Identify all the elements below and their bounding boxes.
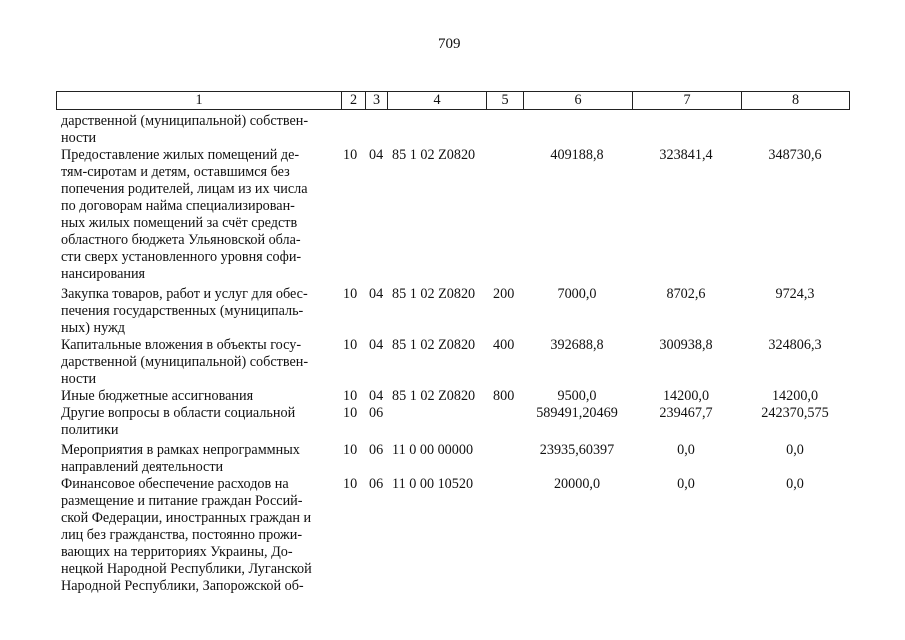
amount-col-8: 9724,3 bbox=[775, 286, 815, 302]
amount-col-6: 9500,0 bbox=[557, 388, 597, 404]
target-article-code: 85 1 02 Z0820 bbox=[392, 286, 476, 302]
expense-type-code: 200 bbox=[493, 286, 515, 302]
row-description bbox=[61, 405, 333, 439]
header-col-5: 5 bbox=[487, 92, 524, 109]
description-line: политики bbox=[61, 422, 119, 438]
amount-col-8: 14200,0 bbox=[771, 388, 819, 404]
subsection-code: 06 bbox=[369, 442, 384, 458]
header-col-6: 6 bbox=[524, 92, 633, 109]
description-line: дарственной (муниципальной) собствен- bbox=[61, 354, 309, 370]
description-line: Народной Республики, Запорожской об- bbox=[61, 578, 304, 594]
row-description bbox=[61, 476, 333, 595]
target-article-code: 11 0 00 10520 bbox=[392, 476, 474, 492]
expense-type-code: 800 bbox=[493, 388, 515, 404]
row-description bbox=[61, 113, 333, 147]
amount-col-7: 0,0 bbox=[677, 476, 695, 492]
description-line: Мероприятия в рамках непрограммных bbox=[61, 442, 300, 458]
description-line: тям-сиротам и детям, оставшимся без bbox=[61, 164, 290, 180]
section-code: 10 bbox=[343, 405, 358, 421]
description-line: печения государственных (муниципаль- bbox=[61, 303, 304, 319]
subsection-code: 04 bbox=[369, 286, 384, 302]
description-line: вающих на территориях Украины, До- bbox=[61, 544, 293, 560]
amount-col-7: 0,0 bbox=[677, 442, 695, 458]
amount-col-6: 409188,8 bbox=[550, 147, 604, 163]
amount-col-7: 14200,0 bbox=[662, 388, 710, 404]
description-line: дарственной (муниципальной) собствен- bbox=[61, 113, 309, 129]
amount-col-8: 0,0 bbox=[786, 476, 804, 492]
section-code: 10 bbox=[343, 442, 358, 458]
section-code: 10 bbox=[343, 476, 358, 492]
description-line: попечения родителей, лицам из их числа bbox=[61, 181, 308, 197]
description-line: нансирования bbox=[61, 266, 146, 282]
amount-col-8: 242370,575 bbox=[761, 405, 829, 421]
header-col-7: 7 bbox=[633, 92, 742, 109]
section-code: 10 bbox=[343, 147, 358, 163]
section-code: 10 bbox=[343, 388, 358, 404]
expense-type-code: 400 bbox=[493, 337, 515, 353]
description-line: Капитальные вложения в объекты госу- bbox=[61, 337, 302, 353]
amount-col-7: 300938,8 bbox=[659, 337, 713, 353]
section-code: 10 bbox=[343, 286, 358, 302]
description-line: Закупка товаров, работ и услуг для обес- bbox=[61, 286, 308, 302]
section-code: 10 bbox=[343, 337, 358, 353]
subsection-code: 04 bbox=[369, 388, 384, 404]
header-col-4: 4 bbox=[388, 92, 487, 109]
subsection-code: 06 bbox=[369, 405, 384, 421]
description-line: лиц без гражданства, постоянно прожи- bbox=[61, 527, 303, 543]
amount-col-8: 0,0 bbox=[786, 442, 804, 458]
description-line: Иные бюджетные ассигнования bbox=[61, 388, 254, 404]
target-article-code: 11 0 00 00000 bbox=[392, 442, 474, 458]
amount-col-7: 323841,4 bbox=[659, 147, 713, 163]
row-description bbox=[61, 337, 333, 388]
amount-col-6: 589491,20469 bbox=[536, 405, 618, 421]
description-line: ности bbox=[61, 130, 97, 146]
amount-col-7: 8702,6 bbox=[666, 286, 706, 302]
amount-col-6: 20000,0 bbox=[553, 476, 601, 492]
description-line: областного бюджета Ульяновской обла- bbox=[61, 232, 301, 248]
description-line: направлений деятельности bbox=[61, 459, 224, 475]
description-line: сти сверх установленного уровня софи- bbox=[61, 249, 302, 265]
amount-col-6: 392688,8 bbox=[550, 337, 604, 353]
description-line: ской Федерации, иностранных граждан и bbox=[61, 510, 312, 526]
description-line: Финансовое обеспечение расходов на bbox=[61, 476, 289, 492]
page-number: 709 bbox=[438, 36, 461, 52]
row-description bbox=[61, 147, 333, 283]
description-line: нецкой Народной Республики, Луганской bbox=[61, 561, 312, 577]
amount-col-6: 7000,0 bbox=[557, 286, 597, 302]
row-description bbox=[61, 442, 333, 476]
target-article-code: 85 1 02 Z0820 bbox=[392, 337, 476, 353]
amount-col-7: 239467,7 bbox=[659, 405, 713, 421]
target-article-code: 85 1 02 Z0820 bbox=[392, 388, 476, 404]
header-col-2: 2 bbox=[342, 92, 366, 109]
description-line: ных жилых помещений за счёт средств bbox=[61, 215, 298, 231]
amount-col-8: 324806,3 bbox=[768, 337, 822, 353]
row-description bbox=[61, 286, 333, 337]
description-line: ных) нужд bbox=[61, 320, 126, 336]
description-line: по договорам найма специализирован- bbox=[61, 198, 295, 214]
description-line: Предоставление жилых помещений де- bbox=[61, 147, 300, 163]
header-col-1: 1 bbox=[57, 92, 342, 109]
description-line: ности bbox=[61, 371, 97, 387]
description-line: Другие вопросы в области социальной bbox=[61, 405, 296, 421]
subsection-code: 06 bbox=[369, 476, 384, 492]
row-description bbox=[61, 388, 333, 405]
amount-col-8: 348730,6 bbox=[768, 147, 822, 163]
description-line: размещение и питание граждан Россий- bbox=[61, 493, 303, 509]
header-col-8: 8 bbox=[791, 92, 800, 108]
subsection-code: 04 bbox=[369, 337, 384, 353]
amount-col-6: 23935,60397 bbox=[539, 442, 615, 458]
target-article-code: 85 1 02 Z0820 bbox=[392, 147, 476, 163]
subsection-code: 04 bbox=[369, 147, 384, 163]
table-header bbox=[56, 91, 850, 110]
header-col-3: 3 bbox=[366, 92, 388, 109]
